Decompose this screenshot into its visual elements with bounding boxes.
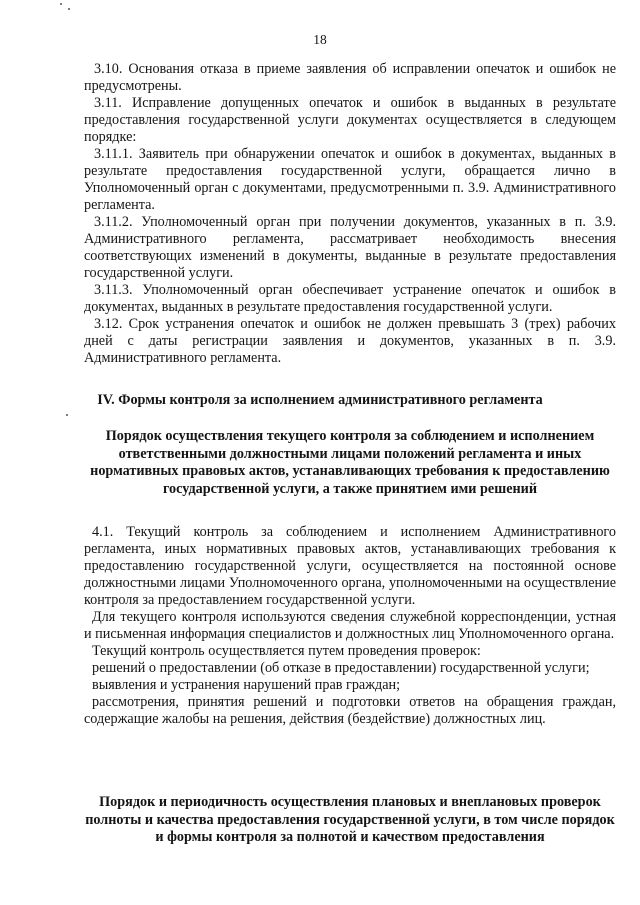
section-heading-iv: IV. Формы контроля за исполнением административного регламента bbox=[97, 392, 543, 408]
list-item-appeals: рассмотрения, принятия решений и подготовки ответов на обращения граждан, содержащие жалобы на решения, действия (бездействие) должностных лиц. bbox=[84, 694, 616, 727]
top-paragraphs bbox=[84, 61, 616, 367]
scan-speck bbox=[66, 414, 68, 416]
page-number: 18 bbox=[313, 32, 327, 47]
list-item-violations: выявления и устранения нарушений прав граждан; bbox=[92, 677, 401, 693]
paragraph-3-11-3: 3.11.3. Уполномоченный орган обеспечивает устранение опечаток и ошибок в документах, выданных в результате предоставления государственной услуги. bbox=[84, 282, 616, 315]
paragraph-3-10: 3.10. Основания отказа в приеме заявления об исправлении опечаток и ошибок не предусмотрены. bbox=[84, 61, 616, 94]
paragraph-3-11-2: 3.11.2. Уполномоченный орган при получении документов, указанных в п. 3.9. Административного регламента, рассматривает необходимость внесения соответствующих изменений в документы, выданные в результате предоставления государственной услуги. bbox=[84, 214, 616, 281]
middle-paragraphs bbox=[84, 524, 616, 728]
paragraph-3-12: 3.12. Срок устранения опечаток и ошибок не должен превышать 3 (трех) рабочих дней с даты регистрации заявления и документов, указанных в п. 3.9. Административного регламента. bbox=[84, 316, 616, 366]
scan-speck bbox=[60, 3, 62, 5]
paragraph-3-11-1: 3.11.1. Заявитель при обнаружении опечаток и ошибок в документах, выданных в результате предоставления государственной услуги, обращается лично в Уполномоченный орган с документами, предусмотренными п. 3.9. Административного регламента. bbox=[84, 146, 616, 213]
paragraph-4-1: 4.1. Текущий контроль за соблюдением и исполнением Административного регламента, иных нормативных правовых актов, устанавливающих требования к предоставлению государственной услуги, осуществляется на постоянной основе должностными лицами Уполномоченного органа, уполномоченными на осуществление контроля за предоставлением государственной услуги. bbox=[84, 524, 616, 608]
list-item-decisions: решений о предоставлении (об отказе в предоставлении) государственной услуги; bbox=[92, 660, 590, 676]
subheading-planned-checks: Порядок и периодичность осуществления плановых и внеплановых проверок полноты и качества предоставления государственной услуги, в том числе порядок и формы контроля за полнотой и качеством предоставления bbox=[85, 794, 615, 845]
subheading-current-control: Порядок осуществления текущего контроля за соблюдением и исполнением ответственными должностными лицами положений регламента и иных нормативных правовых актов, устанавливающих требования к предоставлению государственной услуги, а также принятием ими решений bbox=[90, 428, 610, 497]
scan-speck bbox=[68, 8, 70, 10]
paragraph-checks-intro: Текущий контроль осуществляется путем проведения проверок: bbox=[92, 643, 481, 659]
paragraph-3-11: 3.11. Исправление допущенных опечаток и ошибок в выданных в результате предоставления государственной услуги документах осуществляется в следующем порядке: bbox=[84, 95, 616, 145]
paragraph-info-sources: Для текущего контроля используются сведения служебной корреспонденции, устная и письменная информация специалистов и должностных лиц Уполномоченного органа. bbox=[84, 609, 616, 642]
